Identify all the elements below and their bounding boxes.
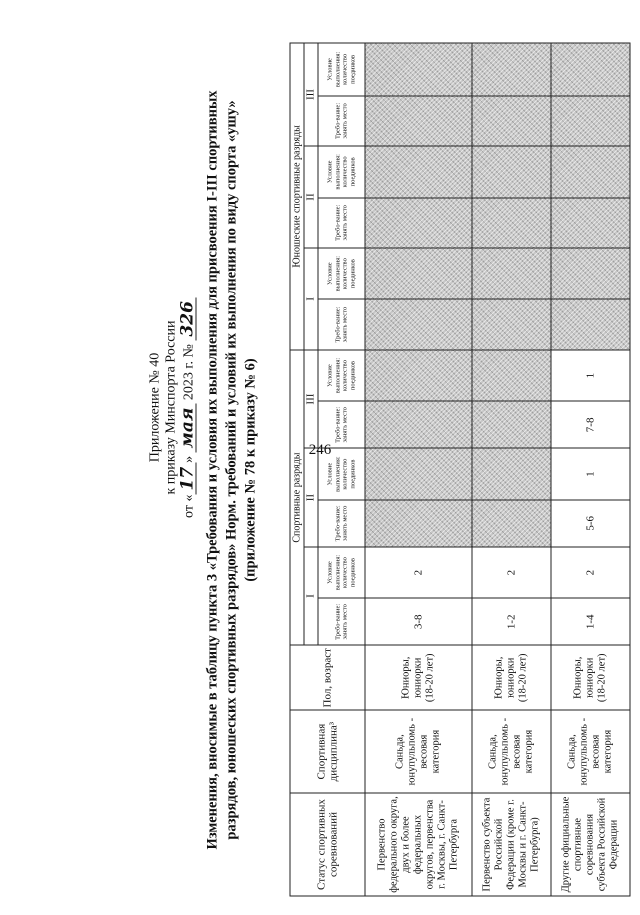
cell-status: Первенство субъекта Российской Федерации (кроме г. Москвы и г. Санкт-Петербурга) [472,793,551,896]
cell-gender-age: Юниоры, юниорки (18-20 лет) [472,645,551,710]
cell-gender-age: Юниоры, юниорки (18-20 лет) [551,645,630,710]
handwritten-day: 17 [179,463,196,495]
header-requirement-place: Требо-вание: занять место [318,96,365,146]
cell-sport-i-condition: 2 [472,547,551,598]
header-status: Статус спортивных соревнований [290,793,365,896]
cell-discipline: Саньда, юнупульпомь - весовая категория [551,710,630,793]
cell-discipline: Саньда, юнупульпомь - весовая категория [472,710,551,793]
cell-youth-iii-place [472,96,551,146]
header-condition-count: Условие выполнения: количество поединков [318,43,365,96]
header-condition-count: Условие выполнения: количество поединков [318,547,365,598]
header-requirement-place: Требо-вание: занять место [318,500,365,547]
cell-discipline: Саньда, юнупульпомь - весовая категория [365,710,472,793]
page-number: 246 [308,442,332,458]
cell-youth-i-place [472,299,551,349]
cell-youth-iii-condition [551,43,630,96]
cell-sport-iii-place: 7-8 [551,401,630,448]
header-requirement-place: Требо-вание: занять место [318,401,365,448]
cell-sport-iii-condition [365,350,472,402]
heading-line-2: разрядов, юношеских спортивных разрядов» Норм. требований и условий их выполнения по виду спорта «ушу» [223,100,239,840]
header-requirement-place: Требо-вание: занять место [318,299,365,349]
appendix-block [147,293,197,523]
cell-sport-iii-condition [472,350,551,402]
header-gender-age: Пол, возраст [290,645,365,710]
header-discipline: Спортивная дисциплина³ [290,710,365,793]
cell-sport-ii-condition: 1 [551,448,630,499]
cell-sport-i-place: 1-4 [551,598,630,645]
cell-gender-age: Юниоры, юниорки (18-20 лет) [365,645,472,710]
rotated-document-sheet [61,38,619,903]
cell-youth-ii-place [365,198,472,248]
document-heading [203,38,260,903]
cell-youth-iii-condition [472,43,551,96]
cell-youth-i-condition [365,248,472,299]
cell-sport-ii-place [472,500,551,547]
cell-sport-ii-condition [365,448,472,499]
header-sport-ranks: Спортивные разряды [290,350,304,646]
heading-line-1: Изменения, вносимые в таблицу пункта 3 «Требования и условия их выполнения для присвоения I-III спортивных [204,90,220,850]
cell-sport-iii-place [365,401,472,448]
header-requirement-place: Требо-вание: занять место [318,598,365,645]
cell-sport-ii-condition [472,448,551,499]
cell-youth-iii-place [365,96,472,146]
cell-status: Другие официальные спортивные соревнования субъекта Российской Федерации [551,793,630,896]
cell-sport-i-condition: 2 [365,547,472,598]
cell-youth-ii-place [472,198,551,248]
cell-youth-i-condition [551,248,630,299]
header-sport-rank-ii: II [304,448,318,546]
header-condition-count: Условие выполнения: количество поединков [318,248,365,299]
header-youth-ranks: Юношеские спортивные разряды [290,43,304,350]
cell-youth-i-place [365,299,472,349]
cell-sport-i-condition: 2 [551,547,630,598]
header-condition-count: Условие выполнения: количество поединков [318,350,365,402]
header-youth-rank-ii: II [304,146,318,248]
cell-status: Первенство федерального округа, двух и более федеральных округов, первенства г. Москвы, г. Санкт-Петербурга [365,793,472,896]
table-row [472,43,551,896]
cell-youth-ii-condition [472,146,551,197]
header-condition-count: Условие выполнения: количество поединков [318,448,365,499]
appendix-date-line: от «17» мая 2023 г. № 326 [179,293,197,523]
handwritten-number: 326 [179,297,196,341]
cell-youth-ii-condition [365,146,472,197]
cell-youth-iii-condition [365,43,472,96]
cell-youth-ii-condition [551,146,630,197]
heading-line-3: (приложение № 78 к приказу № 6) [242,358,258,582]
requirements-table [289,43,630,897]
cell-sport-iii-place [472,401,551,448]
header-youth-rank-iii: III [304,43,318,146]
header-condition-count: Условие выполнения: количество поединков [318,146,365,197]
header-youth-rank-i: I [304,248,318,350]
cell-youth-ii-place [551,198,630,248]
handwritten-month: мая [179,404,196,453]
cell-sport-i-place: 3-8 [365,598,472,645]
cell-youth-iii-place [551,96,630,146]
table-row [551,43,630,896]
header-sport-rank-i: I [304,547,318,645]
header-requirement-place: Требо-вание: занять место [318,198,365,248]
cell-youth-i-condition [472,248,551,299]
appendix-order-ref: к приказу Минспорта России [163,320,178,495]
table-row [365,43,472,896]
cell-youth-i-place [551,299,630,349]
appendix-title: Приложение № 40 [147,352,162,463]
cell-sport-i-place: 1-2 [472,598,551,645]
cell-sport-iii-condition: 1 [551,350,630,402]
cell-sport-ii-place: 5-6 [551,500,630,547]
cell-sport-ii-place [365,500,472,547]
header-sport-rank-iii: III [304,350,318,449]
